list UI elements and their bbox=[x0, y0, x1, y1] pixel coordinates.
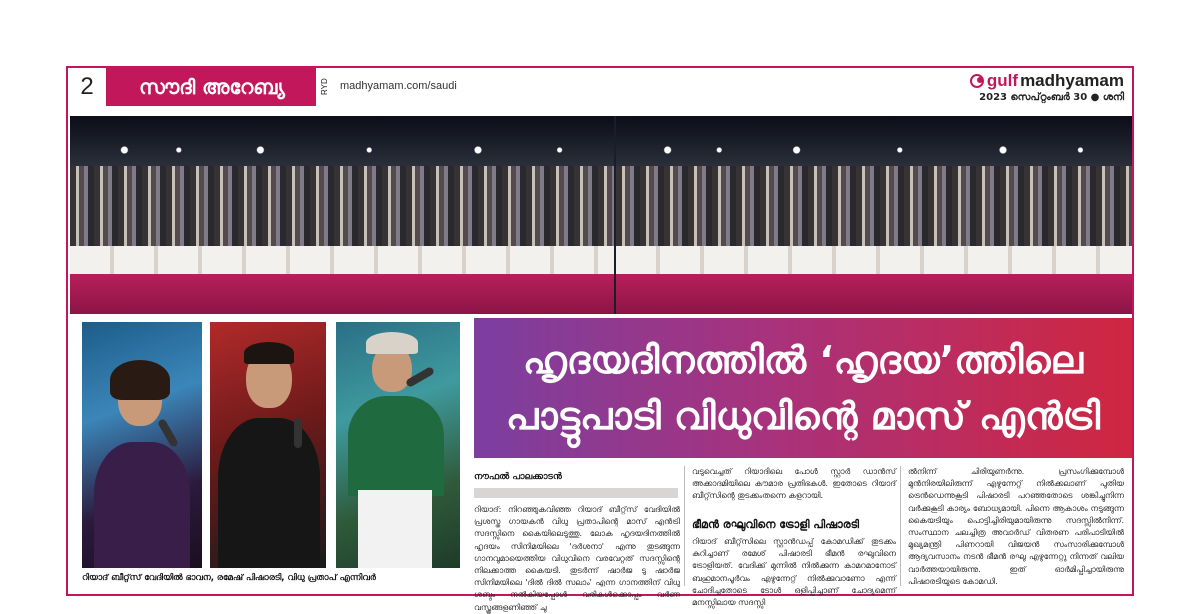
article-column-3: ൽനിന്ന് ചിരിയുണർന്നു. പ്രസംഗിക്കുമ്പോൾ മുൻനിരയിലിരുന്ന് എഴുന്നേറ്റ് നിൽക്കലാണ് പുതിയ ട്രെൻഡെന്നുകൂടി പിഷാരടി പറഞ്ഞതോടെ ശങ്കിച്ചുനിന്ന വർക്കുകൂടി കാര്യം ബോധ്യമായി. പിന്നെ ആകാശം നടുങ്ങുന്ന കൈയടിയും പൊട്ടിച്ചിരിയുമായിരുന്നു സദസ്സിൽനിന്ന്. സംസ്ഥാന ചലച്ചിത്ര അവാർഡ് വിതരണ പരിപാടിയിൽ മുഖ്യമന്ത്രി പിണറായി വിജയൻ സംസാരിക്കുമ്പോൾ ആദ്യവസാനം നടൻ ഭീമൻ രഘു എഴുന്നേറ്റു നിന്നത് വലിയ വാർത്തയായിരുന്നു. ഇത് ഓർമിപ്പിച്ചായിരുന്നു പിഷാരടിയുടെ കോമഡി. bbox=[908, 467, 1124, 586]
crowd-photo bbox=[70, 116, 1132, 314]
page-header bbox=[68, 68, 1132, 108]
section-title: സൗദി അറേബ്യ bbox=[108, 68, 316, 106]
crowd-photo-left bbox=[70, 116, 614, 314]
article-column-1: റിയാദ്: നിറഞ്ഞുകവിഞ്ഞ റിയാദ് ബീറ്റ്‌സ് വേദിയിൽ പ്രശസ്ത ഗായകൻ വിധു പ്രതാപിന്റെ മാസ് എൻട്രി സദസ്സിനെ കൈയിലെടുത്തു. ലോക ഹൃദയദിനത്തിൽ ഹൃദയം സിനിമയിലെ 'ദർശനാ' എന്നു തുടങ്ങുന്ന ഗാനവുമായെത്തിയ വിധുവിനെ വരവേറ്റത് സദസ്സിന്റെ നിലക്കാത്ത കൈയടി. തുടർന്ന് ഷാർജ ടു ഷാർജ സിനിമയിലെ 'ദിൽ ദിൽ സലാം' എന്ന ഗാനത്തിന് വിധു ശബ്ദം നൽകിയപ്പോൾ വരികൾക്കൊപ്പം വർണ വസ്ത്രങ്ങളണിഞ്ഞ് ചു bbox=[474, 505, 680, 612]
brand-prefix: gulf bbox=[986, 71, 1019, 90]
globe-logo-icon bbox=[970, 74, 984, 88]
brand-logo bbox=[970, 71, 1124, 91]
page-number: 2 bbox=[68, 68, 108, 106]
headline-banner bbox=[474, 318, 1132, 458]
portrait-ramesh-pisharody bbox=[210, 322, 326, 568]
column-divider bbox=[684, 466, 685, 586]
issue-date: 2023 സെപ്റ്റംബർ 30 ● ശനി bbox=[979, 92, 1124, 103]
headline-line-2: പാട്ടുപാടി വിധുവിന്റെ മാസ് എൻട്രി bbox=[505, 394, 1101, 438]
edition-code: RYD bbox=[320, 78, 329, 96]
article-subhead: ഭീമൻ രഘുവിനെ ട്രോളി പിഷാരടി bbox=[692, 518, 860, 531]
article-column-2: വടുവെച്ചത് റിയാദിലെ പോൾ സ്റ്റാർ ഡാൻസ് അക്കാദമിയിലെ കൗമാര പ്രതിഭകൾ. ഇതോടെ റിയാദ് ബീറ്റ്‌സിന്റെ തുടക്കംതന്നെ കളറായി. bbox=[692, 467, 896, 501]
crowd-photo-right bbox=[616, 116, 1132, 314]
portrait-vidhu-prathap bbox=[336, 322, 460, 568]
portrait-bhavana bbox=[82, 322, 202, 568]
newspaper-page bbox=[66, 66, 1134, 612]
section-url[interactable]: madhyamam.com/saudi bbox=[340, 80, 457, 92]
byline-divider bbox=[474, 488, 678, 498]
article-column-2-continued: റിയാദ് ബീറ്റ്‌സിലെ സ്റ്റാൻഡപ്പ് കോമഡിക്ക് തുടക്കം കുറിച്ചാണ് രമേശ് പിഷാരടി ഭീമൻ രഘുവിനെ ട്രോളിയത്. വേദിക്ക് മുന്നിൽ നിൽക്കുന്ന കാമറമാനോട് ബഹുമാനപൂർവം എഴുന്നേറ്റ് നിൽക്കുവാണോ എന്ന് ചോദിച്ചതോടെ ടോൾ ഒളിപ്പിച്ചാണ് ചോദ്യമെന്ന് മനസ്സിലായ സദസ്സി bbox=[692, 537, 896, 608]
brand-name: madhyamam bbox=[1020, 71, 1124, 90]
headline-line-1: ഹൃദയദിനത്തിൽ ‘ഹൃദയ’ത്തിലെ bbox=[522, 338, 1084, 382]
photo-caption: റിയാദ് ബീറ്റ്‌സ് വേദിയിൽ ഭാവന, രമേഷ് പിഷാരടി, വിധു പ്രതാപ് എന്നിവർ bbox=[82, 573, 376, 583]
column-divider bbox=[900, 466, 901, 586]
byline: നൗഫൽ പാലക്കാടൻ bbox=[474, 472, 562, 482]
